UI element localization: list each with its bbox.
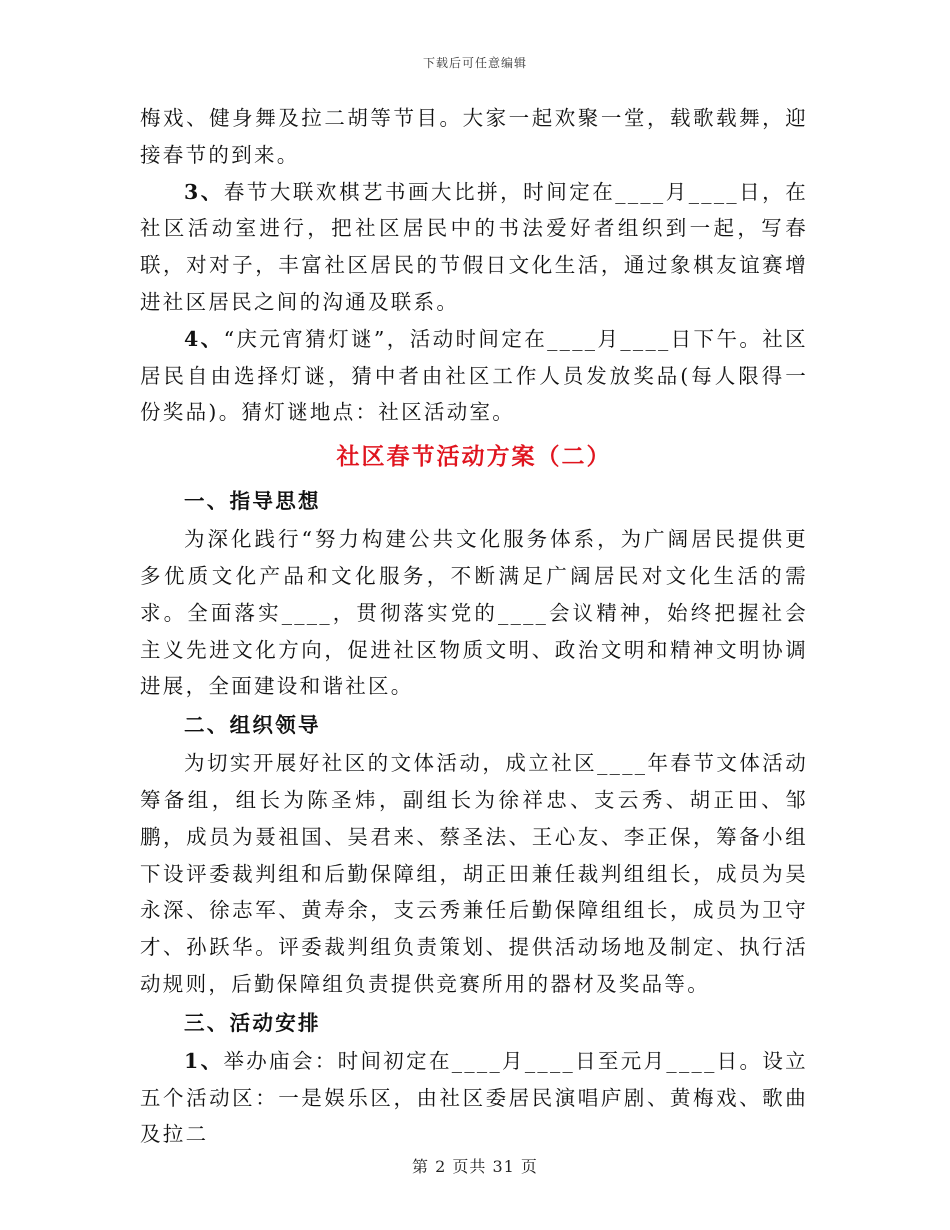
item-number: 4、: [184, 326, 224, 351]
document-body: [140, 100, 808, 1153]
heading-organization: 二、组织领导: [184, 713, 321, 738]
page-number: 第 2 页共 31 页: [412, 1157, 538, 1176]
paragraph-item-3: [140, 174, 808, 321]
paragraph-continued: [140, 100, 808, 174]
paragraph-text: 举办庙会：时间初定在____月____日至元月____日。设立五个活动区：一是娱乐区，由社区委居民演唱庐剧、黄梅戏、歌曲及拉二: [140, 1048, 808, 1147]
item-number: 3、: [184, 179, 224, 204]
paragraph-item-4: [140, 321, 808, 431]
paragraph-text: 梅戏、健身舞及拉二胡等节目。大家一起欢聚一堂，载歌载舞，迎接春节的到来。: [140, 106, 808, 167]
paragraph-organization: 为切实开展好社区的文体活动，成立社区____年春节文体活动筹备组，组长为陈圣炜，副组长为徐祥忠、支云秀、胡正田、邹鹏，成员为聂祖国、吴君来、蔡圣法、王心友、李正保，筹备小组下设评委裁判组和后勤保障组，胡正田兼任裁判组组长，成员为吴永深、徐志军、黄寿余，支云秀兼任后勤保障组组长，成员为卫守才、孙跃华。评委裁判组负责策划、提供活动场地及制定、执行活动规则，后勤保障组负责提供竞赛所用的器材及奖品等。: [140, 751, 808, 996]
section-title: 社区春节活动方案（二）: [336, 443, 612, 471]
paragraph-guiding-ideology: 为深化践行“努力构建公共文化服务体系，为广阔居民提供更多优质文化产品和文化服务，不断满足广阔居民对文化生活的需求。全面落实____，贯彻落实党的____会议精神，始终把握社会主义先进文化方向，促进社区物质文明、政治文明和精神文明协调进展，全面建设和谐社区。: [140, 527, 808, 699]
paragraph-text: “庆元宵猜灯谜”，活动时间定在____月____日下午。社区居民自由选择灯谜，猜中者由社区工作人员发放奖品(每人限得一份奖品)。猜灯谜地点：社区活动室。: [140, 326, 808, 425]
heading-guiding-ideology: 一、指导思想: [184, 489, 321, 514]
paragraph-activity-1: [140, 1043, 808, 1153]
item-number: 1、: [184, 1048, 224, 1073]
paragraph-text: 春节大联欢棋艺书画大比拼，时间定在____月____日，在社区活动室进行，把社区居民中的书法爱好者组织到一起，写春联，对对子，丰富社区居民的节假日文化生活，通过象棋友谊赛增进社区居民之间的沟通及联系。: [140, 179, 808, 314]
heading-activity-arrangement: 三、活动安排: [184, 1010, 321, 1035]
header-note: 下载后可任意编辑: [422, 56, 527, 70]
